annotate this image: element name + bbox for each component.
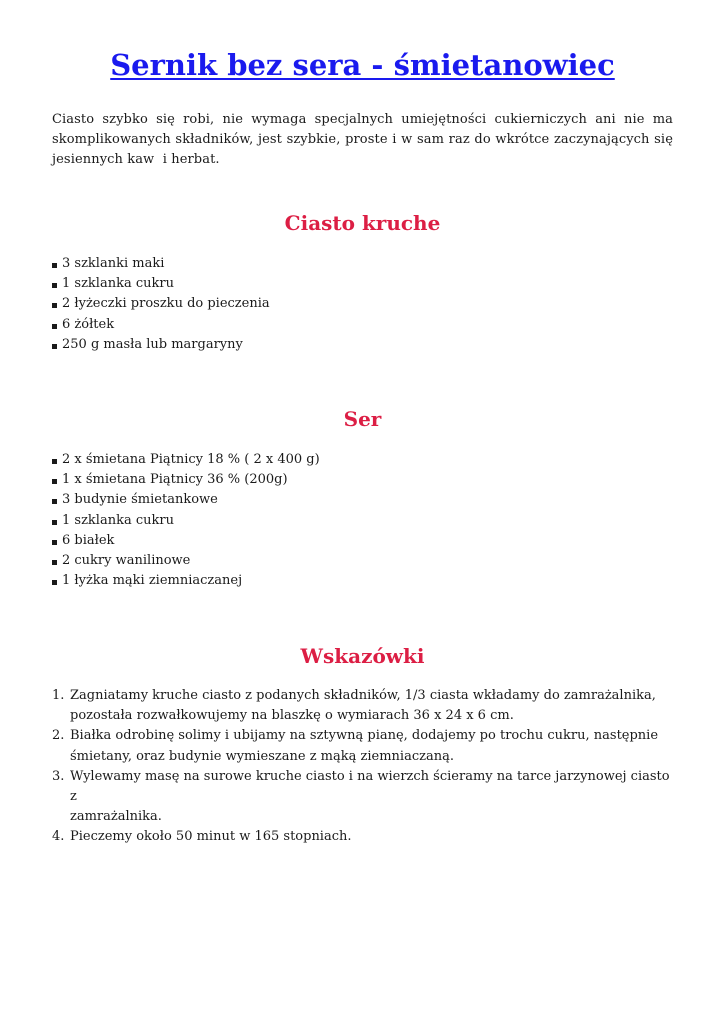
instruction-step — [52, 686, 673, 726]
intro-line: skomplikowanych składników, jest szybkie, proste i w sam raz do wkrótce zaczynających się — [52, 132, 673, 147]
list-item-text: 1 x śmietana Piątnicy 36 % (200g) — [62, 472, 288, 488]
bullet-square-icon — [52, 459, 57, 464]
bullet-square-icon — [52, 580, 57, 585]
list-item — [52, 511, 320, 531]
step-line: zamrażalnika. — [70, 809, 162, 825]
list-item-text: 1 łyżka mąki ziemniaczanej — [62, 573, 243, 589]
instruction-step — [52, 827, 673, 847]
list-item-text: 3 szklanki maki — [62, 256, 165, 271]
bullet-square-icon — [52, 283, 57, 288]
step-line: Wylewamy masę na surowe kruche ciasto i na wierzch ścieramy na tarce jarzynowej ciasto z — [70, 768, 670, 805]
bullet-square-icon — [52, 499, 57, 504]
section-heading-wskazowki: Wskazówki — [300, 644, 425, 668]
step-number: 4. — [52, 829, 65, 845]
list-item-text: 3 budynie śmietankowe — [62, 492, 218, 508]
list-item — [52, 551, 320, 571]
page-title — [52, 46, 673, 84]
list-item — [52, 335, 270, 355]
list-item-text: 250 g masła lub margaryny — [62, 336, 243, 352]
title-link[interactable]: Sernik bez sera - śmietanowiec — [110, 48, 615, 82]
list-item-text: 2 x śmietana Piątnicy 18 % ( 2 x 400 g) — [62, 452, 320, 467]
section-heading-ciasto: Ciasto kruche — [284, 211, 441, 235]
step-number: 2. — [52, 728, 65, 744]
list-item — [52, 254, 270, 274]
section-heading-ser: Ser — [343, 407, 382, 431]
instruction-step — [52, 767, 673, 828]
list-item-text: 1 szklanka cukru — [62, 512, 174, 528]
step-number: 3. — [52, 768, 65, 784]
ingredients-list-ser — [52, 450, 320, 591]
bullet-square-icon — [52, 520, 57, 525]
step-line: Białka odrobinę solimy i ubijamy na sztywną pianę, dodajemy po trochu cukru, następnie — [70, 728, 659, 744]
step-line: pozostała rozwałkowujemy na blaszkę o wymiarach 36 x 24 x 6 cm. — [70, 708, 514, 724]
list-item — [52, 315, 270, 335]
list-item-text: 1 szklanka cukru — [62, 276, 174, 292]
list-item — [52, 571, 320, 591]
bullet-square-icon — [52, 303, 57, 308]
intro-line: jesiennych kaw i herbat. — [52, 152, 220, 167]
step-line: śmietany, oraz budynie wymieszane z mąką ziemniaczaną. — [70, 748, 454, 764]
bullet-square-icon — [52, 263, 57, 268]
bullet-square-icon — [52, 560, 57, 565]
intro-paragraph — [52, 110, 673, 170]
list-item-text: 2 łyżeczki proszku do pieczenia — [62, 296, 270, 312]
ingredients-list-ciasto — [52, 254, 270, 355]
bullet-square-icon — [52, 324, 57, 329]
list-item — [52, 531, 320, 551]
instruction-step — [52, 726, 673, 766]
instructions-list — [52, 686, 673, 848]
list-item — [52, 450, 320, 470]
step-line: Pieczemy około 50 minut w 165 stopniach. — [70, 829, 352, 845]
list-item — [52, 490, 320, 510]
step-line: Zagniatamy kruche ciasto z podanych składników, 1/3 ciasta wkładamy do zamrażalnika, — [70, 688, 656, 703]
list-item — [52, 470, 320, 490]
list-item-text: 2 cukry wanilinowe — [62, 553, 191, 569]
list-item-text: 6 białek — [62, 532, 115, 548]
list-item — [52, 274, 270, 294]
list-item — [52, 294, 270, 314]
bullet-square-icon — [52, 344, 57, 349]
intro-line: Ciasto szybko się robi, nie wymaga specjalnych umiejętności cukierniczych ani nie ma — [52, 112, 673, 127]
bullet-square-icon — [52, 479, 57, 484]
list-item-text: 6 żółtek — [62, 316, 115, 332]
bullet-square-icon — [52, 540, 57, 545]
step-number: 1. — [52, 688, 65, 703]
